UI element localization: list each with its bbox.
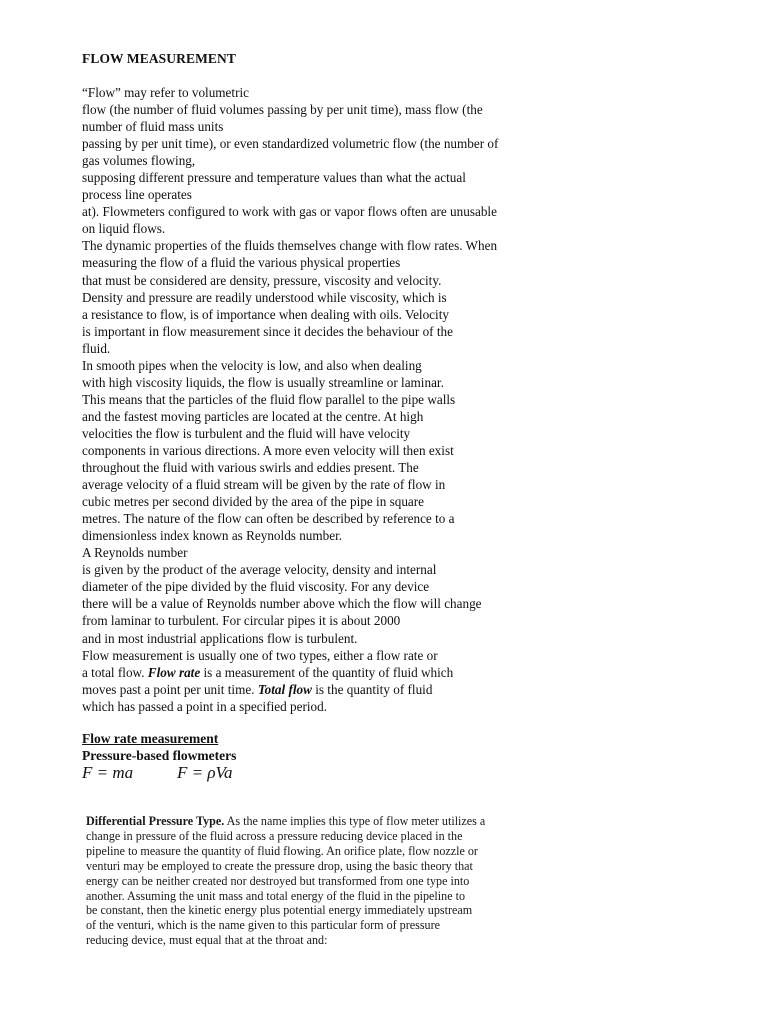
scan-line: [86, 814, 536, 829]
scanned-excerpt: [86, 814, 536, 948]
body-line: supposing different pressure and temperature values than what the actual: [82, 170, 466, 186]
body-line: flow (the number of fluid volumes passing by per unit time), mass flow (the: [82, 102, 483, 118]
body-line: is given by the product of the average velocity, density and internal: [82, 562, 437, 578]
scan-line: venturi may be employed to create the pressure drop, using the basic theory that: [86, 858, 473, 873]
body-line: dimensionless index known as Reynolds number.: [82, 528, 343, 544]
body-text-run: is the quantity of fluid: [311, 681, 433, 697]
body-line: a resistance to flow, is of importance when dealing with oils. Velocity: [82, 306, 449, 322]
formula-force-density: F = ρVa: [177, 762, 233, 782]
body-line: [82, 681, 582, 698]
body-text-run: is a measurement of the quantity of fluid which: [200, 664, 454, 680]
body-line: A Reynolds number: [82, 545, 188, 561]
body-line: with high viscosity liquids, the flow is usually streamline or laminar.: [82, 374, 444, 390]
body-line: The dynamic properties of the fluids themselves change with flow rates. When: [82, 238, 498, 254]
body-line: there will be a value of Reynolds number above which the flow will change: [82, 596, 482, 612]
body-line: components in various directions. A more even velocity will then exist: [82, 442, 454, 458]
body-line: measuring the flow of a fluid the various physical properties: [82, 255, 401, 271]
body-line: is important in flow measurement since it decides the behaviour of the: [82, 323, 453, 339]
scan-line: energy can be neither created nor destroyed but transformed from one type into: [86, 873, 470, 888]
scan-line: another. Assuming the unit mass and total energy of the fluid in the pipeline to: [86, 888, 465, 903]
formula-force-mass: F = ma: [82, 762, 134, 782]
body-line: and in most industrial applications flow is turbulent.: [82, 630, 358, 646]
section-heading: Flow rate measurement: [82, 730, 219, 746]
document-title: FLOW MEASUREMENT: [82, 51, 236, 66]
scan-line: change in pressure of the fluid across a pressure reducing device placed in the: [86, 828, 463, 843]
body-line: cubic metres per second divided by the area of the pipe in square: [82, 494, 425, 510]
scan-lead-term: Differential Pressure Type.: [86, 814, 225, 828]
body-line: throughout the fluid with various swirls and eddies present. The: [82, 460, 419, 476]
body-line: Density and pressure are readily understood while viscosity, which is: [82, 289, 447, 305]
body-line: In smooth pipes when the velocity is low, and also when dealing: [82, 357, 422, 373]
body-line: Flow measurement is usually one of two types, either a flow rate or: [82, 647, 438, 663]
body-line: number of fluid mass units: [82, 119, 224, 135]
body-line: at). Flowmeters configured to work with gas or vapor flows often are unusable: [82, 204, 497, 220]
body-line: from laminar to turbulent. For circular pipes it is about 2000: [82, 613, 401, 629]
section-flow-rate: [82, 730, 582, 783]
body-line: metres. The nature of the flow can often be described by reference to a: [82, 511, 455, 527]
scan-line: reducing device, must equal that at the throat and:: [86, 933, 328, 948]
scan-line: of the venturi, which is the name given to this particular form of pressure: [86, 918, 440, 933]
total-flow-term: Total flow: [257, 681, 312, 697]
flow-rate-term: Flow rate: [147, 664, 201, 680]
body-line: fluid.: [82, 340, 111, 356]
body-text: [82, 84, 582, 715]
body-line: process line operates: [82, 187, 192, 203]
body-line: that must be considered are density, pressure, viscosity and velocity.: [82, 272, 442, 288]
body-line: [82, 664, 582, 681]
body-line: average velocity of a fluid stream will be given by the rate of flow in: [82, 477, 446, 493]
scan-line: be constant, then the kinetic energy plus potential energy immediately upstream: [86, 903, 473, 918]
formula-row: [82, 763, 582, 783]
body-line: which has passed a point in a specified period.: [82, 698, 327, 714]
body-line: velocities the flow is turbulent and the fluid will have velocity: [82, 425, 411, 441]
body-line: “Flow” may refer to volumetric: [82, 85, 249, 100]
scan-text-run: As the name implies this type of flow meter utilizes a: [224, 814, 486, 828]
body-line: and the fastest moving particles are located at the centre. At high: [82, 408, 424, 424]
body-line: diameter of the pipe divided by the fluid viscosity. For any device: [82, 579, 430, 595]
document-page: [82, 50, 582, 783]
body-line: on liquid flows.: [82, 221, 166, 237]
body-text-run: moves past a point per unit time.: [82, 681, 258, 697]
body-line: gas volumes flowing,: [82, 153, 196, 169]
body-line: passing by per unit time), or even standardized volumetric flow (the number of: [82, 136, 499, 152]
body-line: This means that the particles of the fluid flow parallel to the pipe walls: [82, 391, 456, 407]
body-text-run: a total flow.: [82, 664, 148, 680]
subsection-heading: Pressure-based flowmeters: [82, 747, 237, 763]
scan-line: pipeline to measure the quantity of fluid flowing. An orifice plate, flow nozzle or: [86, 843, 478, 858]
